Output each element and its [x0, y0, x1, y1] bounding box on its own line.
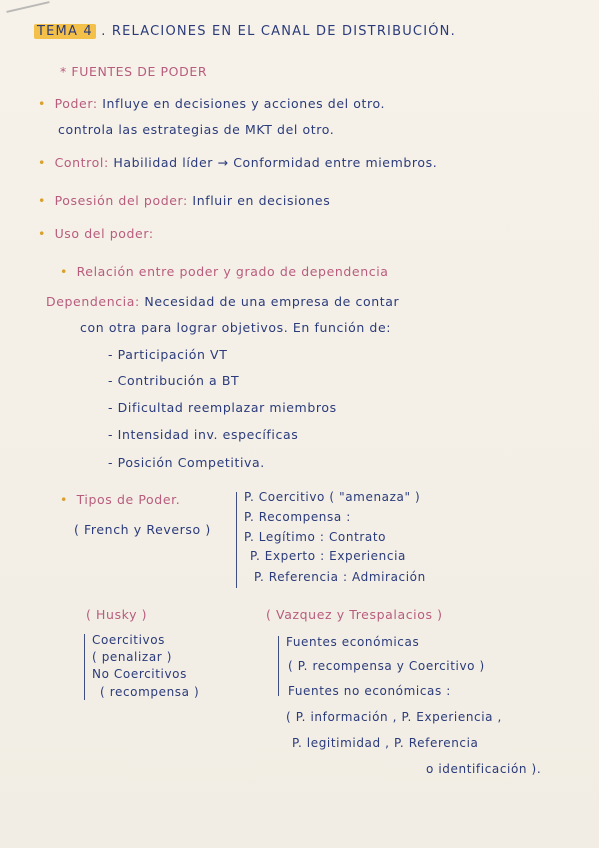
vazquez-title: ( Vazquez y Trespalacios ) [266, 607, 443, 622]
vazquez-brace [278, 636, 279, 696]
control-label: Control: [54, 155, 109, 170]
poder-line-2: controla las estrategias de MKT del otro. [58, 122, 335, 137]
dependencia-label: Dependencia: [46, 294, 140, 309]
list-item: - Intensidad inv. específicas [108, 427, 299, 442]
list-item: Coercitivos [92, 633, 166, 647]
tipos-line [60, 492, 180, 507]
list-item: P. Coercitivo ( "amenaza" ) [244, 490, 421, 504]
bullet-dot: • [38, 96, 46, 111]
poder-line-1 [38, 96, 385, 111]
list-item: - Participación VT [108, 347, 228, 362]
list-item: P. Referencia : Admiración [254, 570, 426, 584]
page-heading [34, 24, 456, 39]
list-item: P. legitimidad , P. Referencia [292, 736, 479, 750]
pencil-stroke [6, 1, 49, 13]
page-title: . RELACIONES EN EL CANAL DE DISTRIBUCIÓN. [101, 24, 456, 39]
husky-title: ( Husky ) [86, 607, 148, 622]
relacion-line [60, 264, 389, 279]
dependencia-text-1: Necesidad de una empresa de contar [144, 294, 400, 309]
poder-label: Poder: [54, 96, 98, 111]
posesion-line [38, 193, 330, 208]
list-item: P. Experto : Experiencia [250, 549, 406, 563]
uso-label: Uso del poder: [54, 226, 154, 241]
bullet-dot: • [60, 492, 68, 507]
list-item: o identificación ). [426, 762, 542, 776]
list-item: ( P. recompensa y Coercitivo ) [288, 659, 485, 673]
list-item: Fuentes económicas [286, 635, 420, 649]
list-item: Fuentes no económicas : [288, 684, 451, 698]
control-text: Habilidad líder → Conformidad entre miembros. [113, 155, 438, 170]
list-item: ( recompensa ) [100, 685, 200, 699]
tipos-sub: ( French y Reverso ) [74, 522, 211, 537]
bullet-dot: • [38, 155, 46, 170]
list-item: ( penalizar ) [92, 650, 173, 664]
husky-brace [84, 634, 85, 700]
section-heading-fuentes: * FUENTES DE PODER [60, 64, 208, 79]
list-item: P. Recompensa : [244, 510, 351, 524]
posesion-label: Posesión del poder: [54, 193, 188, 208]
list-item: - Contribución a BT [108, 373, 240, 388]
bullet-dot: • [60, 264, 68, 279]
list-item: No Coercitivos [92, 667, 187, 681]
list-item: - Dificultad reemplazar miembros [108, 400, 337, 415]
tipos-brace [236, 492, 237, 588]
control-line [38, 155, 437, 170]
list-item: P. Legítimo : Contrato [244, 530, 387, 544]
uso-line [38, 226, 154, 241]
bullet-dot: • [38, 193, 46, 208]
dependencia-line-1 [46, 294, 399, 309]
list-item: - Posición Competitiva. [108, 455, 265, 470]
dependencia-line-2: con otra para lograr objetivos. En función de: [80, 320, 392, 335]
relacion-label: Relación entre poder y grado de dependencia [76, 264, 389, 279]
tema-label: TEMA 4 [34, 24, 96, 39]
list-item: ( P. información , P. Experiencia , [286, 710, 502, 724]
bullet-dot: • [38, 226, 46, 241]
poder-text-1: Influye en decisiones y acciones del otro. [102, 96, 386, 111]
posesion-text: Influir en decisiones [192, 193, 331, 208]
tipos-label: Tipos de Poder. [76, 492, 181, 507]
